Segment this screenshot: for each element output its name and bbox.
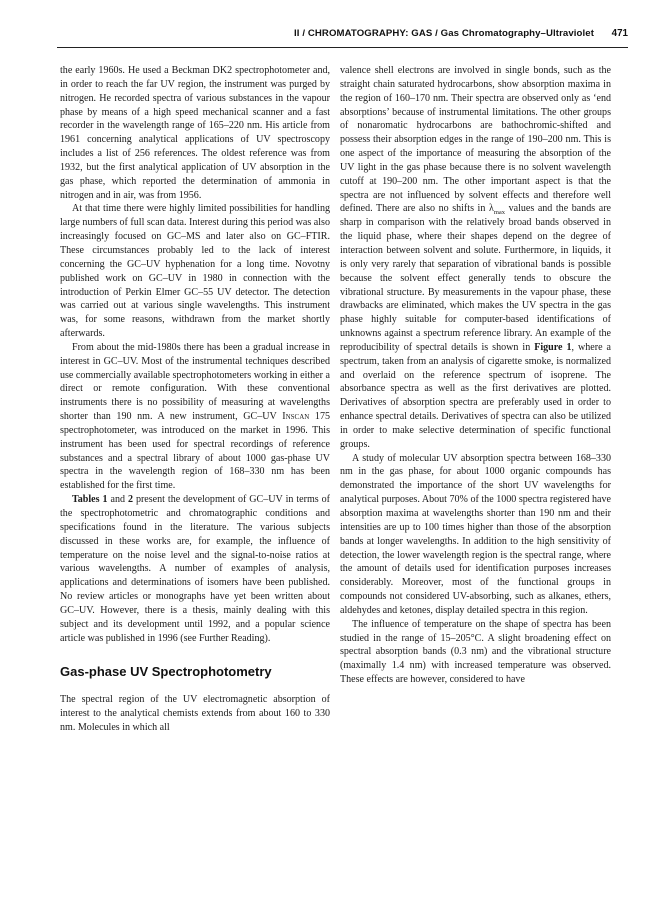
paragraph bbox=[60, 693, 330, 735]
paragraph-text: From about the mid-1980s there has been a gradual increase in interest in GC–UV. Most of the instrumental techniques described use commercially available spectrophotometers working in either a direct or remote configuration. With these conventional instruments there is no possibility of measuring at wavelengths shorter than 190 nm. A new instrument, GC–UV bbox=[60, 341, 330, 423]
paragraph-text: The spectral region of the UV electromagnetic absorption of interest to the analytical chemists extends from about 160 to 330 nm. Molecules in which all bbox=[60, 694, 330, 734]
paragraph-text: present the development of GC–UV in terms of the spectrophotometric and chromatographic conditions and specifications found in the literature. The various subjects discussed in these works are, for example, the influence of temperature on the noise level and the signal-to-noise ratios at various wavelengths. A number of examples of analysis, applications and determinations of isomers have been published. No review articles or monographs have yet been written about GC–UV. However, there is a thesis, mainly dealing with this subject and its development until 1992, and a popular science article was published in 1996 (see Further Reading). bbox=[60, 494, 330, 644]
paragraph bbox=[60, 341, 330, 493]
page-header bbox=[0, 28, 668, 46]
table-ref[interactable]: Tables 1 bbox=[72, 494, 108, 506]
paragraph bbox=[340, 64, 611, 452]
paragraph-text: and bbox=[107, 494, 128, 506]
table-ref[interactable]: 2 bbox=[127, 494, 133, 506]
paragraph-text: , where a spectrum, taken from an analysis of cigarette smoke, is normalized and overlaid on the reference spectrum of isoprene. The absorbance spectra as well as the first derivatives are plotted. Derivatives of absorption spectra are preferably used in order to enhance spectral details. Derivatives of spectra can also be utilized in order to make selective determination of specific functional groups. bbox=[340, 341, 611, 450]
paragraph bbox=[60, 64, 330, 202]
paragraph-text: At that time there were highly limited possibilities for handling large numbers of full scan data. Interest during this period was also increasingly focused on GC–MS and later also on GC–FTIR. These circumstances probably led to the lack of interest concerning the GC–UV hyphenation for a long time. Novotny published work on GC–UV in 1980 in connection with the introduction of Perkin Elmer GC–55 UV detector. The detection was carried out at various single wavelengths. This instrument was, for some reasons, withdrawn from the market shortly afterwards. bbox=[60, 203, 330, 340]
paragraph-text: values and the bands are sharp in comparison with the relatively broad bands observed in the liquid phase, where their shapes depend on the degree of interaction between solvent and solute. Furthermore, in liquids, it is only very rarely that separation of vibrational bands is possible because the solvent effect generally tends to obscure the vibrational structure. By measurements in the vapour phase, these drawbacks are eliminated, which makes the UV spectra in the gas phase highly suitable for computer-based identifications of unknowns against a spectrum reference library. An example of the reproducibility of spectral details is shown in bbox=[340, 203, 611, 353]
page-number: 471 bbox=[611, 28, 628, 39]
section-heading: Gas-phase UV Spectrophotometry bbox=[60, 664, 272, 680]
lambda-symbol: λ bbox=[488, 203, 494, 215]
paragraph-text: 175 spectrophotometer, was introduced on the market in 1996. This instrument has been used for spectral recordings of reference substances and a spectral library of about 1000 gas-phase UV spectra in the wavelength region of 168–330 nm has been established for the first time. bbox=[60, 411, 330, 492]
lambda-subscript: max bbox=[493, 209, 506, 217]
paragraph-text: The influence of temperature on the shape of spectra has been studied in the range of 15–205°C. A slight broadening effect on spectral absorption bands (0.3 nm) and the vibrational structure (maximally 1.4 nm) with increased temperature was observed. These effects are however, considered to have bbox=[340, 618, 611, 686]
paragraph bbox=[340, 618, 611, 687]
paragraph bbox=[60, 493, 330, 645]
figure-ref[interactable]: Figure 1 bbox=[534, 341, 572, 353]
instrument-brand: Inscan bbox=[282, 411, 310, 423]
left-column bbox=[60, 64, 330, 735]
paragraph bbox=[340, 452, 611, 618]
paragraph bbox=[60, 202, 330, 340]
right-column bbox=[340, 64, 611, 687]
header-rule bbox=[57, 47, 628, 48]
paragraph-text: valence shell electrons are involved in single bonds, such as the straight chain saturated hydrocarbons, show absorption maxima in the region of 160–170 nm. Their spectra are observed only as ‘end absorptions’ because of instrumental limitations. The other groups of nonaromatic hydrocarbons are bathochromic-shifted and possess their absorption edges in the range of 190–200 nm. This is one aspect of the importance of measuring the absorption of the UV light in the gas phase because there is no solvent wavelength cutoff at 190–200 nm. The other important aspect is that the spectra are not influenced by solvent effects and therefore well defined. There are also no shifts in bbox=[340, 65, 611, 215]
paragraph-text: A study of molecular UV absorption spectra between 168–330 nm in the gas phase, for about 1000 organic compounds has demonstrated the importance of the short UV wavelengths for analytical purposes. About 70% of the 1000 spectra registered have absorption maxima at wavelengths shorter than 190 nm and their intensities are up to 100 times higher than those of the absorption bands at longer wavelengths. In addition to the high sensitivity of detection, the lower wavelength region is the spectral range, where the amount of details used for identification purposes increases considerably. Moreover, most of the functional groups in compounds not considered UV-absorbing, such as alkanes, ethers, aldehydes and ketones, display detailed spectra in this region. bbox=[340, 452, 611, 616]
paragraph-text: the early 1960s. He used a Beckman DK2 spectrophotometer and, in order to reach the far UV region, the instrument was purged by nitrogen. He recorded spectra of various substances in the vapour phase by means of a high speed mechanical scanner and a fast recorder in the wavelength range of 165–220 nm. His article from 1961 concerning analytical applications of UV spectroscopy includes a list of 256 references. The oldest reference was from 1932, but the first analytical application of UV absorption in the gas phase, which reported the determination of ammonia in nitrogen and in air, was from 1956. bbox=[60, 65, 330, 201]
running-head: II / CHROMATOGRAPHY: GAS / Gas Chromatography–Ultraviolet bbox=[294, 28, 594, 39]
